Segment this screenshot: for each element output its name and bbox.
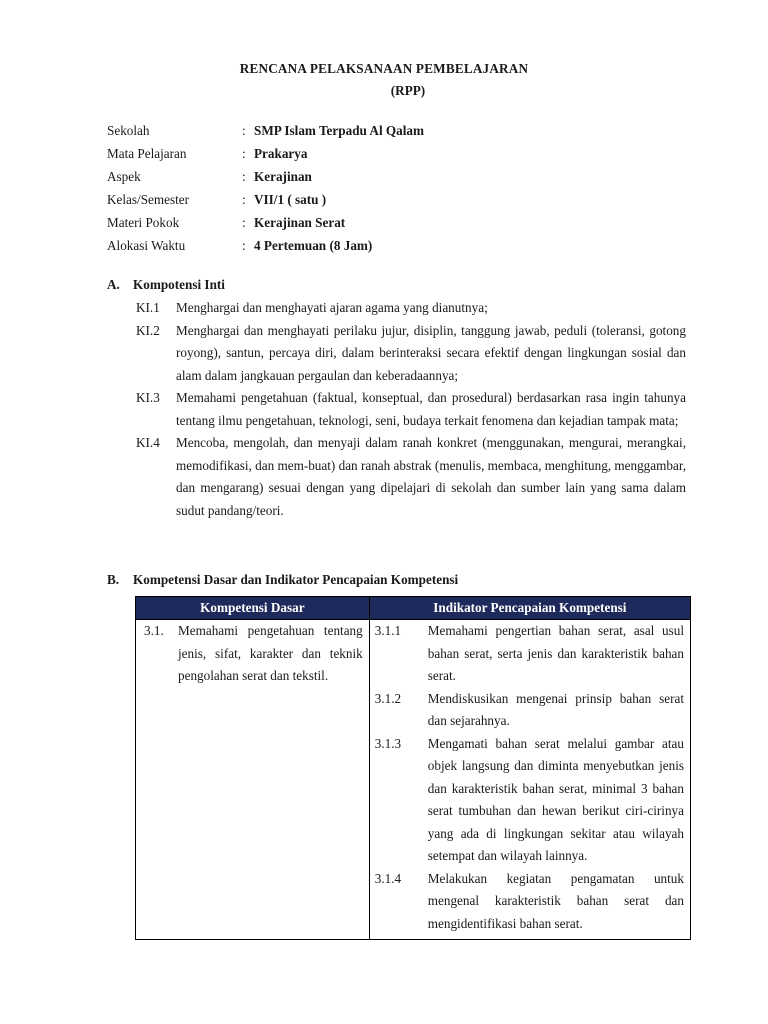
identity-label: Materi Pokok: [107, 215, 180, 230]
section-b-letter: B.: [107, 572, 120, 587]
identity-colon: :: [242, 123, 246, 138]
table-header-row: [136, 597, 691, 620]
identity-value: Kerajinan Serat: [254, 215, 346, 230]
kd-item: [136, 620, 369, 688]
identity-label: Mata Pelajaran: [107, 146, 187, 161]
identity-label: Alokasi Waktu: [107, 238, 186, 253]
identity-label: Sekolah: [107, 123, 150, 138]
kd-number: 3.1.: [144, 623, 164, 638]
indicator-item: [370, 688, 690, 733]
identity-value: Prakarya: [254, 146, 308, 161]
identity-label: Aspek: [107, 169, 141, 184]
ki-number: KI.3: [136, 390, 160, 405]
competency-table: [135, 596, 691, 940]
indicator-number: 3.1.4: [374, 870, 402, 886]
ki-text: Menghargai dan menghayati ajaran agama yang dianutnya;: [176, 300, 488, 315]
section-b-title: Kompetensi Dasar dan Indikator Pencapaian Kompetensi: [133, 572, 459, 587]
table-row: [136, 620, 691, 940]
kd-cell: [136, 620, 370, 940]
ki-text: Mencoba, mengolah, dan menyaji dalam ranah konkret (menggunakan, mengurai, merangkai, memodifikasi, dan mem-buat) dan ranah abstrak (menulis, membaca, menghitung, menggambar, dan mengarang) sesuai dengan yang dipelajari di sekolah dan sumber lain yang sama dalam sudut pandang/teori.: [176, 435, 686, 518]
section-a-letter: A.: [107, 277, 120, 292]
ki-number: KI.4: [136, 435, 160, 450]
ki-item: [136, 297, 686, 320]
identity-value: 4 Pertemuan (8 Jam): [254, 238, 373, 253]
indicator-item: [370, 868, 690, 936]
identity-colon: :: [242, 238, 246, 253]
identity-value: VII/1 ( satu ): [254, 192, 327, 207]
identity-colon: :: [242, 146, 246, 161]
identity-value: SMP Islam Terpadu Al Qalam: [254, 123, 425, 138]
indicator-cell: [369, 620, 690, 940]
header-kompetensi-dasar: Kompetensi Dasar: [136, 597, 370, 620]
indicator-number: 3.1.3: [374, 735, 402, 751]
ki-item: [136, 320, 686, 388]
document-title: RENCANA PELAKSANAAN PEMBELAJARAN: [239, 61, 529, 76]
document-subtitle: (RPP): [390, 83, 426, 98]
identity-label: Kelas/Semester: [107, 192, 190, 207]
ki-text: Menghargai dan menghayati perilaku jujur, disiplin, tanggung jawab, peduli (toleransi, gotong royong), santun, percaya diri, dalam berinteraksi secara efektif dengan lingkungan sosial dan alam dalam jangkauan pergaulan dan keberadaannya;: [176, 322, 686, 383]
identity-value: Kerajinan: [254, 169, 312, 184]
indicator-text: Melakukan kegiatan pengamatan untuk mengenal karakteristik bahan serat dan mengidentifikasi bahan serat.: [427, 870, 684, 931]
ki-number: KI.1: [136, 300, 160, 315]
identity-colon: :: [242, 192, 246, 207]
indicator-number: 3.1.2: [374, 690, 402, 706]
section-a-heading: [107, 277, 225, 293]
indicator-text: Mengamati bahan serat melalui gambar atau objek langsung dan diminta menyebutkan jenis dan karakteristik bahan serat, minimal 3 bahan serat tumbuhan dan hewan berikut ciri-cirinya yang ada di lingkungan sekitar atau wilayah setempat dan wilayah lainnya.: [427, 735, 684, 863]
indicator-item: [370, 620, 690, 688]
indicator-text: Mendiskusikan mengenai prinsip bahan serat dan sejarahnya.: [427, 690, 684, 728]
indicator-item: [370, 733, 690, 868]
ki-item: [136, 387, 686, 432]
ki-item: [136, 432, 686, 522]
identity-colon: :: [242, 169, 246, 184]
identity-colon: :: [242, 215, 246, 230]
kd-text: Memahami pengetahuan tentang jenis, sifat, karakter dan teknik pengolahan serat dan tekstil.: [178, 623, 363, 683]
section-a-title: Kompotensi Inti: [133, 277, 225, 292]
indicator-text: Memahami pengertian bahan serat, asal usul bahan serat, serta jenis dan karakteristik bahan serat.: [427, 623, 684, 683]
ki-list: [136, 297, 686, 522]
section-b-heading: [107, 572, 458, 588]
header-indikator: Indikator Pencapaian Kompetensi: [369, 597, 690, 620]
indicator-number: 3.1.1: [374, 623, 402, 638]
ki-text: Memahami pengetahuan (faktual, konseptual, dan prosedural) berdasarkan rasa ingin tahunya tentang ilmu pengetahuan, teknologi, seni, budaya terkait fenomena dan kejadian tampak mata;: [176, 390, 686, 428]
ki-number: KI.2: [136, 322, 160, 338]
